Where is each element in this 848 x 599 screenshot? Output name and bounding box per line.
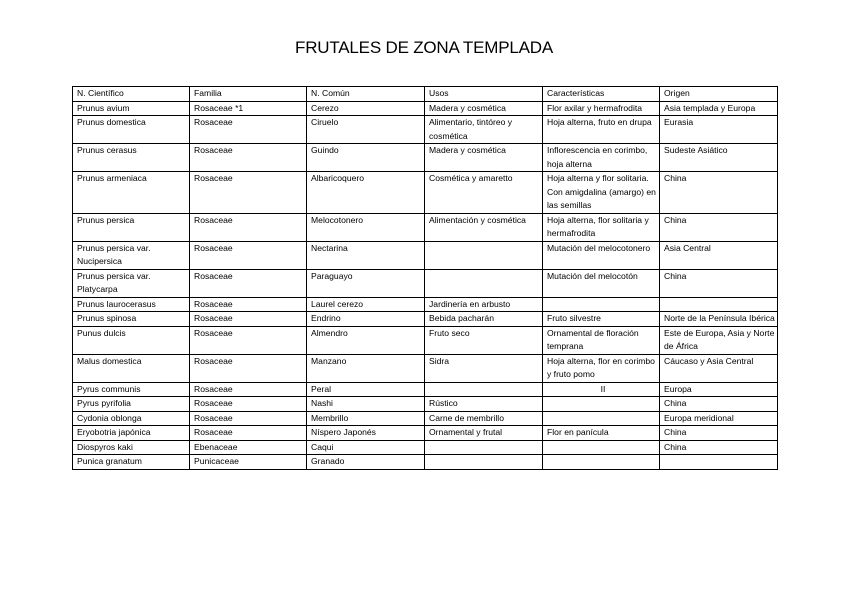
cell-uses: Sidra: [425, 354, 543, 382]
cell-common-name: Endrino: [307, 312, 425, 327]
header-cell-scientific-name: N. Científico: [73, 87, 190, 102]
table-row: [73, 382, 778, 397]
table-row: [73, 241, 778, 269]
cell-family: Rosaceae: [190, 354, 307, 382]
header-cell-uses: Usos: [425, 87, 543, 102]
cell-characteristics: [543, 297, 660, 312]
cell-common-name: Nectarina: [307, 241, 425, 269]
header-cell-family: Familia: [190, 87, 307, 102]
cell-common-name: Cerezo: [307, 101, 425, 116]
table-row: [73, 426, 778, 441]
cell-uses: [425, 382, 543, 397]
cell-origin: Este de Europa, Asia y Norte de África: [660, 326, 778, 354]
table-row: [73, 312, 778, 327]
cell-family: Rosaceae: [190, 213, 307, 241]
cell-common-name: Nashi: [307, 397, 425, 412]
cell-family: Rosaceae *1: [190, 101, 307, 116]
cell-characteristics: Fruto silvestre: [543, 312, 660, 327]
cell-family: Rosaceae: [190, 326, 307, 354]
table-row: [73, 440, 778, 455]
cell-uses: Bebida pacharán: [425, 312, 543, 327]
cell-common-name: Almendro: [307, 326, 425, 354]
table-row: [73, 213, 778, 241]
cell-characteristics: Flor axilar y hermafrodita: [543, 101, 660, 116]
cell-family: Rosaceae: [190, 426, 307, 441]
cell-characteristics: [543, 397, 660, 412]
cell-family: Rosaceae: [190, 172, 307, 214]
cell-uses: Alimentario, tintóreo y cosmética: [425, 116, 543, 144]
cell-characteristics: Hoja alterna, flor en corimbo y fruto pomo: [543, 354, 660, 382]
cell-uses: Madera y cosmética: [425, 144, 543, 172]
cell-uses: Jardinería en arbusto: [425, 297, 543, 312]
cell-family: Rosaceae: [190, 397, 307, 412]
cell-origin: Norte de la Península Ibérica: [660, 312, 778, 327]
table-header-row: [73, 87, 778, 102]
cell-scientific-name: Pyrus pyrifolia: [73, 397, 190, 412]
header-cell-characteristics: Características: [543, 87, 660, 102]
cell-characteristics: [543, 455, 660, 470]
table-row: [73, 297, 778, 312]
cell-origin: China: [660, 269, 778, 297]
table-row: [73, 354, 778, 382]
table-row: [73, 411, 778, 426]
cell-origin: [660, 297, 778, 312]
cell-uses: Alimentación y cosmética: [425, 213, 543, 241]
cell-origin: China: [660, 397, 778, 412]
cell-characteristics: Hoja alterna, flor solitaria y hermafrodita: [543, 213, 660, 241]
cell-origin: Europa: [660, 382, 778, 397]
table-row: [73, 144, 778, 172]
cell-origin: Asia templada y Europa: [660, 101, 778, 116]
fruit-table: [72, 86, 778, 470]
cell-scientific-name: Prunus laurocerasus: [73, 297, 190, 312]
cell-origin: Cáucaso y Asia Central: [660, 354, 778, 382]
cell-uses: Fruto seco: [425, 326, 543, 354]
cell-scientific-name: Prunus spinosa: [73, 312, 190, 327]
table-row: [73, 172, 778, 214]
cell-characteristics: Flor en panícula: [543, 426, 660, 441]
cell-uses: Carne de membrillo: [425, 411, 543, 426]
cell-family: Punicaceae: [190, 455, 307, 470]
table-row: [73, 326, 778, 354]
cell-family: Rosaceae: [190, 241, 307, 269]
cell-common-name: Manzano: [307, 354, 425, 382]
cell-scientific-name: Diospyros kaki: [73, 440, 190, 455]
cell-uses: [425, 440, 543, 455]
cell-family: Rosaceae: [190, 382, 307, 397]
cell-characteristics: II: [543, 382, 660, 397]
cell-family: Rosaceae: [190, 411, 307, 426]
cell-origin: Europa meridional: [660, 411, 778, 426]
cell-scientific-name: Prunus persica var. Platycarpa: [73, 269, 190, 297]
cell-characteristics: Mutación del melocotón: [543, 269, 660, 297]
cell-common-name: Membrillo: [307, 411, 425, 426]
cell-common-name: Melocotonero: [307, 213, 425, 241]
cell-scientific-name: Cydonia oblonga: [73, 411, 190, 426]
cell-origin: Sudeste Asiático: [660, 144, 778, 172]
cell-scientific-name: Malus domestica: [73, 354, 190, 382]
table-row: [73, 116, 778, 144]
cell-origin: [660, 455, 778, 470]
page-title: FRUTALES DE ZONA TEMPLADA: [295, 38, 553, 57]
cell-common-name: Paraguayo: [307, 269, 425, 297]
cell-uses: Ornamental y frutal: [425, 426, 543, 441]
cell-uses: [425, 269, 543, 297]
cell-scientific-name: Prunus cerasus: [73, 144, 190, 172]
cell-characteristics: Ornamental de floración temprana: [543, 326, 660, 354]
cell-scientific-name: Prunus persica var. Nucipersica: [73, 241, 190, 269]
cell-uses: Cosmética y amaretto: [425, 172, 543, 214]
cell-common-name: Laurel cerezo: [307, 297, 425, 312]
header-cell-origin: Origen: [660, 87, 778, 102]
table-row: [73, 101, 778, 116]
cell-uses: Rústico: [425, 397, 543, 412]
cell-scientific-name: Prunus persica: [73, 213, 190, 241]
cell-origin: Eurasia: [660, 116, 778, 144]
cell-common-name: Albaricoquero: [307, 172, 425, 214]
cell-scientific-name: Punica granatum: [73, 455, 190, 470]
cell-common-name: Ciruelo: [307, 116, 425, 144]
cell-family: Rosaceae: [190, 144, 307, 172]
cell-uses: Madera y cosmética: [425, 101, 543, 116]
cell-common-name: Níspero Japonés: [307, 426, 425, 441]
table-row: [73, 397, 778, 412]
cell-scientific-name: Pyrus communis: [73, 382, 190, 397]
cell-characteristics: Mutación del melocotonero: [543, 241, 660, 269]
cell-scientific-name: Eryobotria japónica: [73, 426, 190, 441]
cell-characteristics: [543, 411, 660, 426]
cell-common-name: Guindo: [307, 144, 425, 172]
cell-family: Rosaceae: [190, 269, 307, 297]
header-cell-common-name: N. Común: [307, 87, 425, 102]
cell-scientific-name: Prunus domestica: [73, 116, 190, 144]
cell-characteristics: [543, 440, 660, 455]
cell-origin: China: [660, 172, 778, 214]
cell-uses: [425, 241, 543, 269]
cell-family: Rosaceae: [190, 116, 307, 144]
cell-characteristics: Inflorescencia en corimbo, hoja alterna: [543, 144, 660, 172]
cell-family: Ebenaceae: [190, 440, 307, 455]
cell-origin: China: [660, 213, 778, 241]
cell-common-name: Caqui: [307, 440, 425, 455]
cell-uses: [425, 455, 543, 470]
cell-common-name: Granado: [307, 455, 425, 470]
cell-family: Rosaceae: [190, 312, 307, 327]
cell-family: Rosaceae: [190, 297, 307, 312]
cell-scientific-name: Prunus avium: [73, 101, 190, 116]
cell-origin: China: [660, 426, 778, 441]
cell-origin: Asia Central: [660, 241, 778, 269]
cell-scientific-name: Punus dulcis: [73, 326, 190, 354]
table-row: [73, 269, 778, 297]
cell-common-name: Peral: [307, 382, 425, 397]
cell-characteristics: Hoja alterna y flor solitaria. Con amigdalina (amargo) en las semillas: [543, 172, 660, 214]
table-row: [73, 455, 778, 470]
cell-characteristics: Hoja alterna, fruto en drupa: [543, 116, 660, 144]
cell-scientific-name: Prunus armeniaca: [73, 172, 190, 214]
cell-origin: China: [660, 440, 778, 455]
